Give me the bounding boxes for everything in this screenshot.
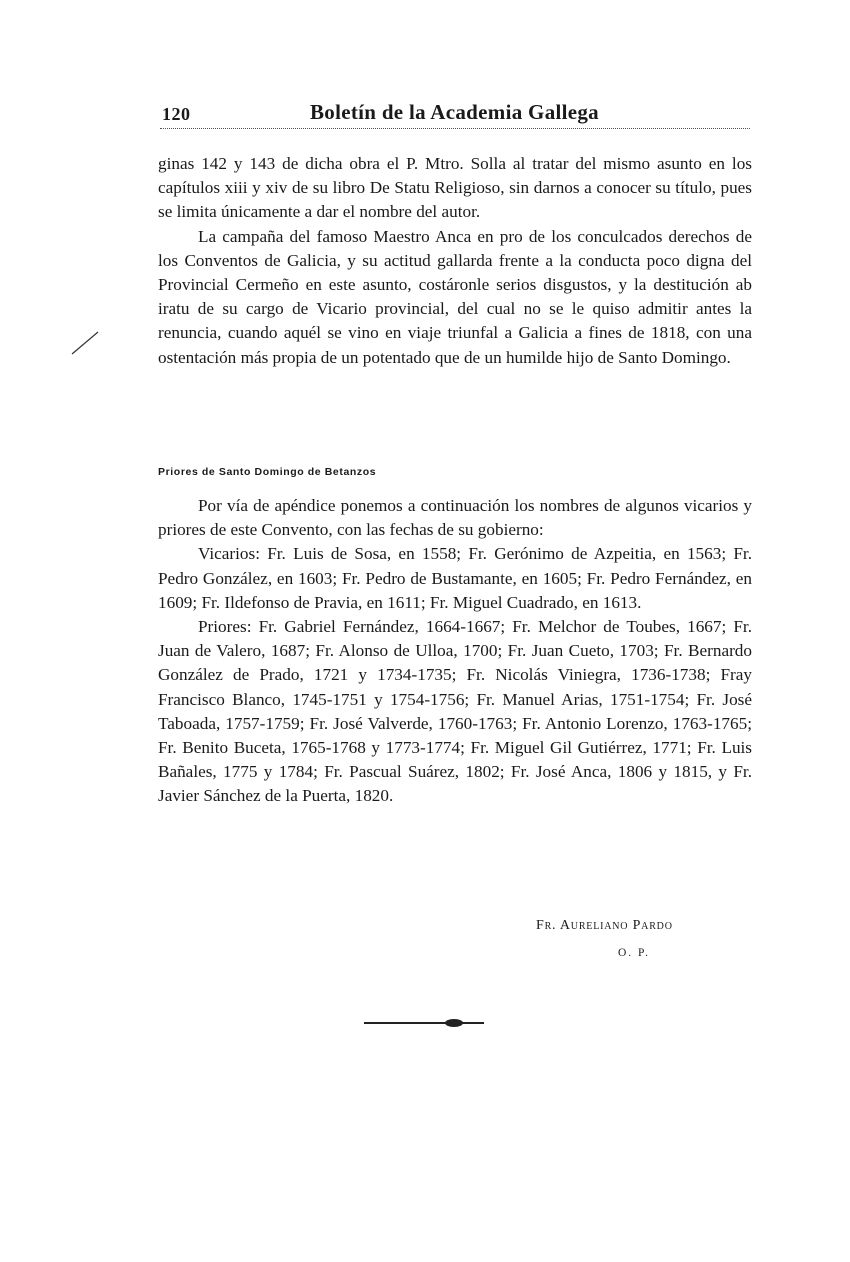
- author-signature: Fr. Aureliano Pardo: [536, 918, 673, 933]
- paragraph-continuation: ginas 142 y 143 de dicha obra el P. Mtro. Solla al tratar del mismo asunto en los capítulos xiii y xiv de su libro De Statu Religioso, sin darnos a conocer su título, pues se limita únicamente a dar el nombre del autor.: [158, 154, 752, 222]
- main-text-block: [158, 152, 752, 370]
- end-ornament-divider: [362, 1014, 486, 1032]
- page-number: 120: [162, 104, 191, 124]
- paragraph-vicarios: Vicarios: Fr. Luis de Sosa, en 1558; Fr. Gerónimo de Azpeitia, en 1563; Fr. Pedro González, en 1603; Fr. Pedro de Bustamante, en 1605; Fr. Pedro Fernández, en 1609; Fr. Ildefonso de Pravia, en 1611; Fr. Miguel Cuadrado, en 1613.: [158, 544, 752, 612]
- section-heading: Priores de Santo Domingo de Betanzos: [158, 466, 377, 478]
- paragraph-campaign: La campaña del famoso Maestro Anca en pro de los conculcados derechos de los Conventos de Galicia, y su actitud gallarda frente a la conducta poco digna del Provincial Cermeño en este asunto, costáronle serios disgustos, y la destitución ab iratu de su cargo de Vicario provincial, del cual no se le quiso admitir antes la renuncia, cuando aquél se vino en viaje triunfal a Galicia a fines de 1818, con una ostentación más propia de un potentado que de un humilde hijo de Santo Domingo.: [158, 226, 752, 367]
- margin-pencil-mark: [70, 330, 100, 356]
- paragraph-intro: Por vía de apéndice ponemos a continuación los nombres de algunos vicarios y priores de este Convento, con las fechas de su gobierno:: [158, 496, 752, 540]
- author-order: O. P.: [618, 947, 651, 959]
- journal-title: Boletín de la Academia Gallega: [310, 100, 599, 124]
- header-rule: [160, 128, 750, 129]
- appendix-text-block: [158, 494, 752, 809]
- paragraph-priores: Priores: Fr. Gabriel Fernández, 1664-1667; Fr. Melchor de Toubes, 1667; Fr. Juan de Valero, 1687; Fr. Alonso de Ulloa, 1700; Fr. Juan Cueto, 1703; Fr. Bernardo González de Prado, 1721 y 1734-1735; Fr. Nicolás Viniegra, 1736-1738; Fray Francisco Blanco, 1745-1751 y 1754-1756; Fr. Manuel Arias, 1751-1754; Fr. José Taboada, 1757-1759; Fr. José Valverde, 1760-1763; Fr. Antonio Lorenzo, 1763-1765; Fr. Benito Buceta, 1765-1768 y 1773-1774; Fr. Miguel Gil Gutiérrez, 1771; Fr. Luis Bañales, 1775 y 1784; Fr. Pascual Suárez, 1802; Fr. José Anca, 1806 y 1815, y Fr. Javier Sánchez de la Puerta, 1820.: [158, 617, 752, 806]
